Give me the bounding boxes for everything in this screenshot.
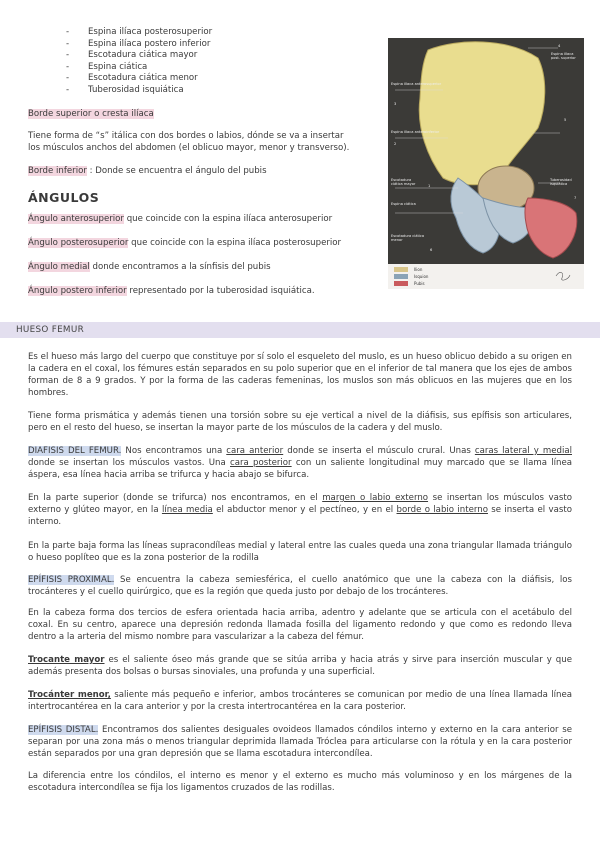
text-run: Se encuentra la cabeza semiesférica, el cuello anatómico que une la cabeza con la diáfisis, los trocánteres y el cuello quirúrgico, que es la región que queda justo por debajo de los trocánteres. — [28, 575, 573, 597]
underlined-term: caras lateral y medial — [474, 446, 572, 456]
figure-label: Espina ilíaca anterosuperior — [391, 82, 442, 86]
text-run: Encontramos dos salientes desiguales ovoideos llamados cóndilos interno y externo en la cara anterior se separan por una zona más o menos triangular deprimida llamada Tróclea para articularse con la rótula y en la cara posterior están separados por una gran depresión que se llama escotadura intercondílea. — [28, 725, 572, 759]
highlighted-term: EPÍFISIS PROXIMAL. — [28, 575, 115, 585]
angulo-line — [28, 213, 332, 225]
figure-label: Espina ciática — [391, 202, 416, 206]
text-run: donde se insertan los músculos vastos. Una — [28, 458, 230, 468]
text-run: el abductor menor y el pectíneo, y en el — [212, 505, 397, 515]
legend-label: Pubis — [414, 281, 425, 286]
highlighted-term: Ángulo posterosuperior — [28, 238, 129, 248]
definition-text: : Donde se encuentra el ángulo del pubis — [86, 166, 267, 176]
paragraph-epifisis-distal — [28, 724, 572, 760]
angulo-line — [28, 237, 341, 249]
figure-label: Espina ilíaca post. superior — [551, 52, 576, 60]
borde-superior-heading — [28, 108, 154, 120]
figure-label: 6 — [430, 248, 433, 252]
hip-bone-drawing — [388, 38, 584, 289]
paragraph: Es el hueso más largo del cuerpo que constituye por sí solo el esqueleto del muslo, es un hueso oblicuo debido a su origen en la cadera en el coxal, los fémures están separados en su polo superior que en el inferior de tal manera que los ejes de ambos forman de 8 a 9 grados. Y por la forma de las caderas femeninas, los muslos son más oblicuos en las mujeres que en los hombres. — [28, 352, 572, 398]
angulo-line — [28, 285, 315, 297]
figure-label: Escotadura ciática mayor — [391, 178, 416, 186]
text-run: En la parte superior (donde se trifurca) nos encontramos, en el — [28, 493, 323, 503]
paragraph-epifisis-proximal — [28, 574, 572, 598]
angulos-heading: ÁNGULOS — [28, 190, 100, 205]
text-run: donde se inserta el músculo crural. Unas — [283, 446, 475, 456]
legend-label: Ilion — [414, 267, 423, 272]
highlighted-term: EPÍFISIS DISTAL. — [28, 725, 99, 735]
legend-swatch — [394, 267, 408, 272]
figure-label: Escotadura ciática menor — [391, 234, 425, 242]
list-item: - Escotadura ciática menor — [66, 73, 212, 85]
list-item: - Espina ilíaca posterosuperior — [66, 27, 212, 39]
legend-row — [394, 267, 422, 272]
text-run: saliente más pequeño e inferior, ambos trocánteres se comunican por medio de una línea llamada línea intertrocantérea en la cara anterior y por la cresta intertrocantérea en la cara posterior. — [28, 690, 572, 712]
list-item: - Tuberosidad isquiática — [66, 85, 212, 97]
highlighted-term: Borde superior o cresta ilíaca — [28, 109, 154, 119]
coxal-notes-section — [0, 0, 600, 310]
list-item: - Espina ilíaca postero inferior — [66, 39, 212, 51]
underlined-term: cara anterior — [226, 446, 284, 456]
borde-inferior-line — [28, 165, 267, 177]
text-run: Nos encontramos una — [121, 446, 227, 456]
paragraph: En la cabeza forma dos tercios de esfera orientada hacia arriba, adentro y adelante que se articula con el acetábulo del coxal. En su centro, aparece una depresión redonda llamada fosilla del ligamento redondo y que como es redondo lleva dentro a la arteria del mismo nombre para vascularizar a la cabeza del fémur. — [28, 608, 572, 642]
underlined-term: Trocánter menor, — [28, 690, 111, 700]
paragraph: En la parte baja forma las líneas supracondíleas medial y lateral entre las cuales queda una zona triangular llamada triángulo o hueso poplíteo que es la zona posterior de la rodilla — [28, 541, 572, 563]
figure-label: 2 — [394, 142, 397, 146]
text-run: con un saliente longitudinal muy marcado que se llama línea áspera, esa línea hacia arriba se trifurca y hacia abajo se bifurca. — [28, 458, 572, 480]
text-run: se inserta el vasto interno. — [28, 505, 572, 527]
legend-swatch — [394, 281, 408, 286]
figure-label: Espina ilíaca anteroinferior — [391, 130, 440, 134]
underlined-term: cara posterior — [230, 458, 292, 468]
figure-label: 5 — [564, 118, 567, 122]
figure-label: 1 — [428, 184, 431, 188]
paragraph-diafisis — [28, 445, 572, 481]
highlighted-term: Ángulo medial — [28, 262, 90, 272]
definition-text: que coincide con la espina ilíaca posterosuperior — [128, 238, 342, 248]
hip-bone-illustration — [388, 38, 584, 289]
underlined-term: línea media — [161, 505, 213, 515]
landmark-list — [66, 27, 212, 97]
definition-text: donde encontramos a la sínfisis del pubis — [89, 262, 271, 272]
borde-superior-text-line: los músculos anchos del abdomen (el oblicuo mayor, menor y transverso). — [28, 143, 350, 153]
figure-label: 7 — [574, 196, 577, 200]
figure-label: 4 — [558, 44, 561, 48]
legend-row — [394, 274, 428, 279]
legend-label: Isquion — [414, 274, 429, 279]
legend-row — [394, 281, 425, 286]
list-item: - Espina ciática — [66, 62, 212, 74]
highlighted-term: Ángulo anterosuperior — [28, 214, 124, 224]
section-header-bar — [0, 322, 600, 338]
paragraph: Tiene forma prismática y además tienen una torsión sobre su eje vertical a nivel de la diáfisis, sus epífisis son articulares, pero en el resto del hueso, se insertan la mayor parte de los músculos de la cadera y del muslo. — [28, 411, 572, 433]
borde-superior-text-line: Tiene forma de “s” itálica con dos bordes o labios, dónde se va a insertar — [28, 131, 344, 141]
highlighted-term: DIAFISIS DEL FEMUR. — [28, 446, 122, 456]
underlined-term: borde o labio interno — [396, 505, 488, 515]
paragraph-trocanter-menor — [28, 689, 572, 713]
highlighted-term: Borde inferior — [28, 166, 87, 176]
text-run: es el saliente óseo más grande que se sitúa arriba y hacia atrás y sirve para inserción muscular y que además presenta dos bolsas o bursas sinoviales, una profunda y una superficial. — [28, 655, 572, 677]
definition-text: representado por la tuberosidad isquiática. — [126, 286, 315, 296]
text-run: se insertan los músculos vasto externo y glúteo mayor, en la — [28, 493, 572, 515]
figure-label: Tuberosidad isquiática — [550, 178, 572, 186]
paragraph: La diferencia entre los cóndilos, el interno es menor y el externo es mucho más voluminoso y en los márgenes de la escotadura intercondílea se fija los ligamentos cruzados de las rodillas. — [28, 771, 572, 793]
section-title: HUESO FEMUR — [16, 325, 84, 335]
underlined-term: margen o labio externo — [322, 493, 429, 503]
paragraph-trocante-mayor — [28, 654, 572, 678]
highlighted-term: Ángulo postero inferior — [28, 286, 127, 296]
definition-text: que coincide con la espina ilíaca anterosuperior — [123, 214, 333, 224]
legend-swatch — [394, 274, 408, 279]
underlined-term: Trocante mayor — [28, 655, 105, 665]
list-item: - Escotadura ciática mayor — [66, 50, 212, 62]
paragraph — [28, 492, 572, 528]
figure-label: 3 — [394, 102, 397, 106]
angulo-line — [28, 261, 271, 273]
